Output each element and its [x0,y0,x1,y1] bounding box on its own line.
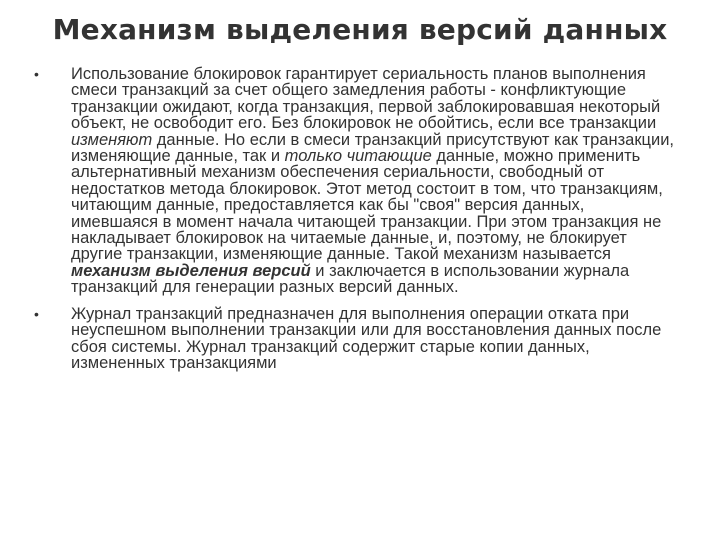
bullet-marker: • [34,305,39,322]
list-item [34,306,674,372]
text-segment: данные, можно применить альтернативный механизм обеспечения сериальности, свободный от недостатков метода блокировок. Этот метод состоит в том, что транзакциям, читающим данные, предоставляется как бы "своя" версия данных, имевшаяся в момент начала читающей транзакции. При этом транзакция не накладывает блокировок на читаемые данные, и, поэтому, не блокирует другие транзакции, изменяющие данные. Такой механизм называется [71,147,663,264]
text-segment: Журнал транзакций предназначен для выполнения операции отката при неуспешном выполнении транзакции или для восстановления данных после сбоя системы. Журнал транзакций содержит старые копии данных, измененных транзакциями [71,304,662,372]
text-segment: данные. Но если в смеси транзакций присутствуют как транзакции, изменяющие данные, так и [71,130,674,166]
bullet-list [34,66,674,381]
term-highlight: механизм выделения версий [71,261,311,280]
bullet-marker: • [34,66,39,82]
slide-title: Механизм выделения версий данных [52,13,668,46]
bullet-text [71,306,674,372]
text-segment: Использование блокировок гарантирует сериальность планов выполнения смеси транзакций за счет общего замедления работы - конфликтующие транзакции ожидают, когда транзакция, первой заблокировавшая некоторый объект, не освободит его. Без блокировок не обойтись, если все транзакции [71,65,661,133]
text-segment: и заключается в использовании журнала транзакций для генерации разных версий данных. [71,261,630,297]
list-item [34,66,674,296]
emphasis-text: только читающие [284,147,432,166]
emphasis-text: изменяют [71,130,153,149]
bullet-text [71,66,674,296]
